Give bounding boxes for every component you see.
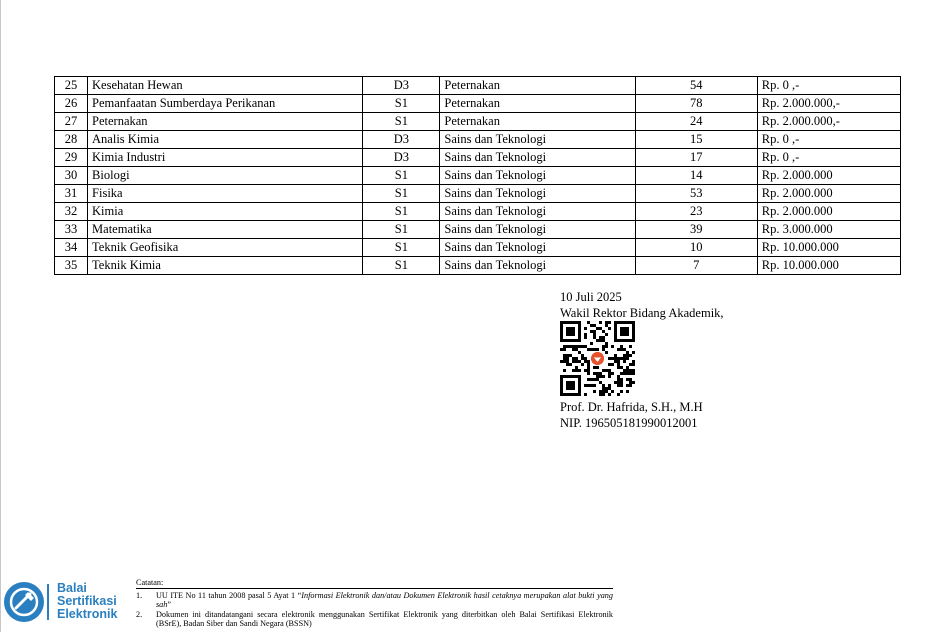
faculty-name: Sains dan Teknologi — [440, 167, 635, 185]
row-number: 31 — [55, 185, 88, 203]
program-level: S1 — [363, 221, 440, 239]
row-number: 25 — [55, 77, 88, 95]
fee-amount: Rp. 2.000.000 — [757, 203, 900, 221]
row-number: 28 — [55, 131, 88, 149]
bsre-logo-text — [57, 582, 117, 621]
faculty-name: Sains dan Teknologi — [440, 149, 635, 167]
signature-position: Wakil Rektor Bidang Akademik, — [560, 306, 724, 320]
quota-count: 10 — [635, 239, 757, 257]
fee-amount: Rp. 10.000.000 — [757, 239, 900, 257]
logo-line-3: Elektronik — [57, 607, 118, 621]
faculty-name: Peternakan — [440, 77, 635, 95]
quota-count: 14 — [635, 167, 757, 185]
note-item-1 — [136, 591, 613, 610]
program-name: Analis Kimia — [88, 131, 363, 149]
program-name: Fisika — [88, 185, 363, 203]
program-name: Teknik Kimia — [88, 257, 363, 275]
row-number: 27 — [55, 113, 88, 131]
quota-count: 54 — [635, 77, 757, 95]
row-number: 30 — [55, 167, 88, 185]
signature-date: 10 Juli 2025 — [560, 290, 622, 304]
row-number: 34 — [55, 239, 88, 257]
faculty-name: Sains dan Teknologi — [440, 239, 635, 257]
program-level: D3 — [363, 149, 440, 167]
faculty-name: Sains dan Teknologi — [440, 203, 635, 221]
signatory-block — [560, 399, 703, 431]
faculty-name: Sains dan Teknologi — [440, 131, 635, 149]
signatory-nip: NIP. 196505181990012001 — [560, 416, 698, 430]
faculty-name: Peternakan — [440, 113, 635, 131]
note-number: 2. — [136, 609, 143, 619]
program-table — [54, 76, 901, 275]
fee-amount: Rp. 0 ,- — [757, 77, 900, 95]
quota-count: 17 — [635, 149, 757, 167]
note-text-suffix: ” — [167, 600, 172, 609]
table-row — [55, 113, 901, 131]
signatory-name: Prof. Dr. Hafrida, S.H., M.H — [560, 400, 703, 414]
table-row — [55, 149, 901, 167]
program-table-body — [55, 77, 901, 275]
row-number: 33 — [55, 221, 88, 239]
program-level: S1 — [363, 185, 440, 203]
program-name: Teknik Geofisika — [88, 239, 363, 257]
program-level: S1 — [363, 95, 440, 113]
signature-block — [560, 289, 724, 321]
footnotes — [136, 578, 613, 629]
fee-amount: Rp. 10.000.000 — [757, 257, 900, 275]
program-name: Biologi — [88, 167, 363, 185]
program-level: D3 — [363, 131, 440, 149]
table-row — [55, 257, 901, 275]
fee-amount: Rp. 2.000.000,- — [757, 113, 900, 131]
quota-count: 39 — [635, 221, 757, 239]
row-number: 26 — [55, 95, 88, 113]
table-row — [55, 167, 901, 185]
note-text-prefix: Dokumen ini ditandatangani secara elektronik menggunakan Sertifikat Elektronik yang diterbitkan oleh Balai Sertifikasi Elektronik (BSrE), Badan Siber dan Sandi Negara (BSSN) — [156, 609, 613, 628]
fee-amount: Rp. 2.000.000 — [757, 167, 900, 185]
faculty-name: Sains dan Teknologi — [440, 257, 635, 275]
program-name: Pemanfaatan Sumberdaya Perikanan — [88, 95, 363, 113]
note-text-italic: Informasi Elektronik dan/atau Dokumen Elektronik hasil cetaknya merupakan alat bukti yang sah — [156, 590, 613, 609]
logo-line-2: Sertifikasi — [57, 594, 117, 608]
note-number: 1. — [136, 590, 143, 600]
note-item-2 — [136, 610, 613, 629]
program-level: S1 — [363, 167, 440, 185]
fee-amount: Rp. 3.000.000 — [757, 221, 900, 239]
program-name: Matematika — [88, 221, 363, 239]
table-row — [55, 239, 901, 257]
program-level: S1 — [363, 113, 440, 131]
faculty-name: Peternakan — [440, 95, 635, 113]
logo-line-1: Balai — [57, 581, 87, 595]
table-row — [55, 203, 901, 221]
fee-amount: Rp. 2.000.000 — [757, 185, 900, 203]
program-name: Kesehatan Hewan — [88, 77, 363, 95]
program-level: D3 — [363, 77, 440, 95]
row-number: 35 — [55, 257, 88, 275]
program-level: S1 — [363, 239, 440, 257]
fee-amount: Rp. 0 ,- — [757, 149, 900, 167]
fee-amount: Rp. 2.000.000,- — [757, 95, 900, 113]
table-row — [55, 77, 901, 95]
quota-count: 23 — [635, 203, 757, 221]
qr-code-icon — [560, 321, 635, 396]
quota-count: 7 — [635, 257, 757, 275]
note-text-prefix: UU ITE No 11 tahun 2008 pasal 5 Ayat 1 “ — [156, 590, 302, 600]
notes-title: Catatan: — [136, 578, 613, 589]
faculty-name: Sains dan Teknologi — [440, 221, 635, 239]
table-row — [55, 185, 901, 203]
note-text — [156, 610, 613, 629]
table-row — [55, 221, 901, 239]
table-row — [55, 95, 901, 113]
program-name: Kimia — [88, 203, 363, 221]
fee-amount: Rp. 0 ,- — [757, 131, 900, 149]
row-number: 29 — [55, 149, 88, 167]
page-left-border — [0, 0, 1, 632]
table-row — [55, 131, 901, 149]
quota-count: 24 — [635, 113, 757, 131]
quota-count: 53 — [635, 185, 757, 203]
quota-count: 15 — [635, 131, 757, 149]
note-text — [156, 591, 613, 610]
program-name: Kimia Industri — [88, 149, 363, 167]
quota-count: 78 — [635, 95, 757, 113]
program-name: Peternakan — [88, 113, 363, 131]
program-level: S1 — [363, 257, 440, 275]
row-number: 32 — [55, 203, 88, 221]
faculty-name: Sains dan Teknologi — [440, 185, 635, 203]
program-level: S1 — [363, 203, 440, 221]
